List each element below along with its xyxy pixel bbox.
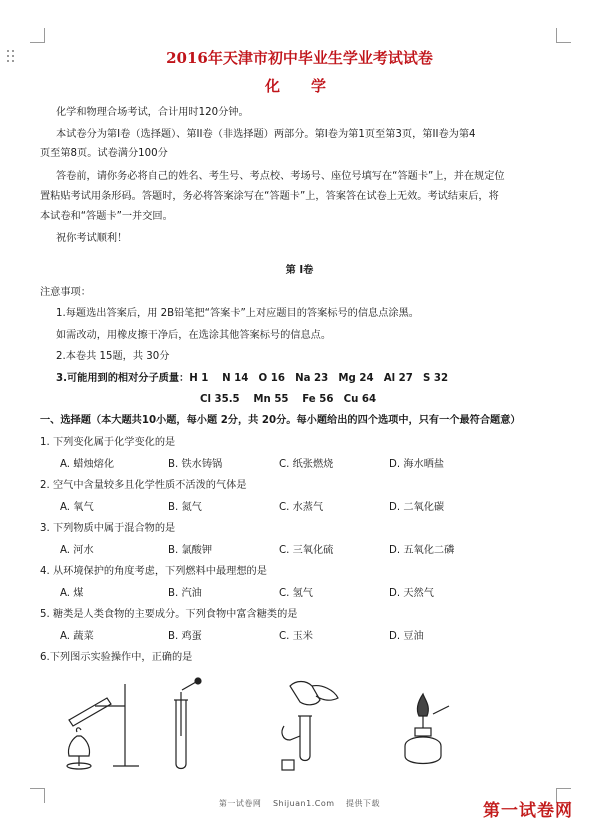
option-c[interactable]: C. 玉米	[279, 631, 313, 642]
option-a[interactable]: A. 蜡烛熔化	[60, 459, 115, 470]
option-c[interactable]: C. 三氧化硫	[279, 545, 334, 556]
option-b[interactable]: B. 汽油	[168, 588, 202, 599]
option-c[interactable]: C. 氢气	[279, 588, 313, 599]
question-stem: 6.下列图示实验操作中，正确的是	[40, 652, 193, 663]
intro-line: 答卷前，请你务必将自己的姓名、考生号、考点校、考场号、座位号填写在“答题卡”上，并在规定位	[56, 171, 505, 182]
option-a[interactable]: A. 氧气	[60, 502, 94, 513]
lab-figures	[55, 676, 555, 776]
notes-heading: 注意事项：	[40, 287, 91, 298]
question-stem: 5. 糖类是人类食物的主要成分。下列食物中富含糖类的是	[40, 609, 298, 620]
lab-figure-a	[55, 676, 145, 776]
subject-title: 化 学	[264, 77, 334, 95]
page-footer: 第一试卷网 Shijuan1.Com 提供下载	[218, 799, 381, 808]
crop-mark-top-left	[30, 28, 45, 43]
note-line: 如需改动，用橡皮擦干净后，在选涂其他答案标号的信息点。	[56, 330, 332, 341]
option-d[interactable]: D. 二氧化碳	[389, 502, 445, 513]
question-stem: 4. 从环境保护的角度考虑，下列燃料中最理想的是	[40, 566, 267, 577]
option-b[interactable]: B. 氮气	[168, 502, 202, 513]
option-a[interactable]: A. 煤	[60, 588, 84, 599]
option-d[interactable]: D. 海水晒盐	[389, 459, 445, 470]
question-stem: 3. 下列物质中属于混合物的是	[40, 523, 176, 534]
option-d[interactable]: D. 豆油	[389, 631, 424, 642]
exam-title: 2016年天津市初中毕业生学业考试试卷	[166, 49, 433, 67]
option-a[interactable]: A. 河水	[60, 545, 94, 556]
note-line: 3.可能用到的相对分子质量：H 1 N 14 O 16 Na 23 Mg 24 Al 27 S 32	[56, 373, 449, 384]
question-stem: 1. 下列变化属于化学变化的是	[40, 437, 176, 448]
lab-figure-d	[385, 686, 465, 776]
section-heading: 一、选择题（本大题共10小题，每小题 2分，共 20分。每小题给出的四个选项中，只有一个最符合题意）	[40, 415, 521, 426]
intro-line: 置粘贴考试用条形码。答题时，务必将答案涂写在“答题卡”上，答案答在试卷上无效。考试结束后，将	[40, 191, 499, 202]
brand-logo: 第一试卷网	[483, 801, 573, 821]
note-line: 1.每题选出答案后，用 2B铅笔把“答案卡”上对应题目的答案标号的信息点涂黑。	[56, 308, 419, 319]
intro-line: 祝你考试顺利！	[56, 233, 128, 244]
lab-figure-b	[160, 676, 220, 776]
option-c[interactable]: C. 纸张燃烧	[279, 459, 334, 470]
option-d[interactable]: D. 五氧化二磷	[389, 545, 455, 556]
crop-mark-top-right	[556, 28, 571, 43]
option-d[interactable]: D. 天然气	[389, 588, 434, 599]
note-line: Cl 35.5 Mn 55 Fe 56 Cu 64	[200, 394, 377, 405]
lab-figure-c	[260, 676, 370, 776]
option-b[interactable]: B. 氯酸钾	[168, 545, 213, 556]
option-a[interactable]: A. 蔬菜	[60, 631, 94, 642]
option-c[interactable]: C. 水蒸气	[279, 502, 324, 513]
question-stem: 2. 空气中含量较多且化学性质不活泼的气体是	[40, 480, 247, 491]
intro-line: 页至第8页。试卷满分100分	[40, 148, 168, 159]
intro-line: 本试卷和“答题卡”一并交回。	[40, 211, 173, 222]
option-b[interactable]: B. 铁水铸锅	[168, 459, 223, 470]
option-b[interactable]: B. 鸡蛋	[168, 631, 202, 642]
part1-heading: 第 I卷	[285, 265, 314, 276]
intro-line: 本试卷分为第I卷（选择题）、第II卷（非选择题）两部分。第I卷为第1页至第3页，第II卷为第4	[56, 129, 476, 140]
intro-line: 化学和物理合场考试，合计用时120分钟。	[56, 107, 249, 118]
note-line: 2.本卷共 15题，共 30分	[56, 351, 170, 362]
